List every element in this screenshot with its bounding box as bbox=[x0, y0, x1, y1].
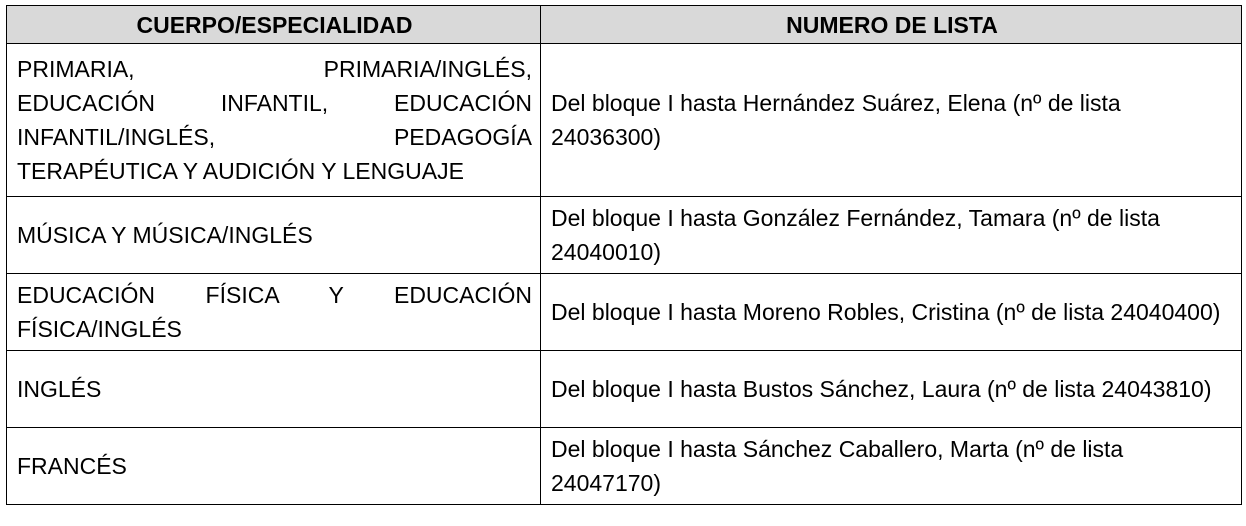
especialidad-line: FÍSICA/INGLÉS bbox=[17, 316, 182, 342]
especialidad-list-table bbox=[6, 5, 1242, 505]
table-row bbox=[7, 428, 1242, 505]
table-row bbox=[7, 351, 1242, 428]
header-numero-de-lista: NUMERO DE LISTA bbox=[541, 6, 1242, 44]
especialidad-cell bbox=[7, 428, 541, 505]
numero-de-lista-cell: Del bloque I hasta Moreno Robles, Cristina (nº de lista 24040400) bbox=[541, 274, 1242, 351]
especialidad-cell bbox=[7, 351, 541, 428]
especialidad-line: INGLÉS bbox=[17, 376, 102, 402]
especialidad-line: EDUCACIÓN FÍSICA Y EDUCACIÓN bbox=[17, 282, 532, 308]
header-cuerpo-especialidad: CUERPO/ESPECIALIDAD bbox=[7, 6, 541, 44]
especialidad-line: FRANCÉS bbox=[17, 453, 127, 479]
especialidad-line: TERAPÉUTICA Y AUDICIÓN Y LENGUAJE bbox=[17, 158, 464, 184]
table-row bbox=[7, 197, 1242, 274]
numero-de-lista-cell: Del bloque I hasta Bustos Sánchez, Laura (nº de lista 24043810) bbox=[541, 351, 1242, 428]
especialidad-line: INFANTIL/INGLÉS, PEDAGOGÍA bbox=[17, 124, 532, 150]
especialidad-cell bbox=[7, 197, 541, 274]
table-row bbox=[7, 274, 1242, 351]
numero-de-lista-cell: Del bloque I hasta Hernández Suárez, Elena (nº de lista 24036300) bbox=[541, 44, 1242, 197]
especialidad-line: PRIMARIA, PRIMARIA/INGLÉS, bbox=[17, 56, 532, 82]
numero-de-lista-cell: Del bloque I hasta Sánchez Caballero, Marta (nº de lista 24047170) bbox=[541, 428, 1242, 505]
table-header-row bbox=[7, 6, 1242, 44]
table-row bbox=[7, 44, 1242, 197]
especialidad-cell bbox=[7, 274, 541, 351]
especialidad-line: MÚSICA Y MÚSICA/INGLÉS bbox=[17, 222, 313, 248]
especialidad-line: EDUCACIÓN INFANTIL, EDUCACIÓN bbox=[17, 90, 532, 116]
especialidad-cell bbox=[7, 44, 541, 197]
numero-de-lista-cell: Del bloque I hasta González Fernández, Tamara (nº de lista 24040010) bbox=[541, 197, 1242, 274]
